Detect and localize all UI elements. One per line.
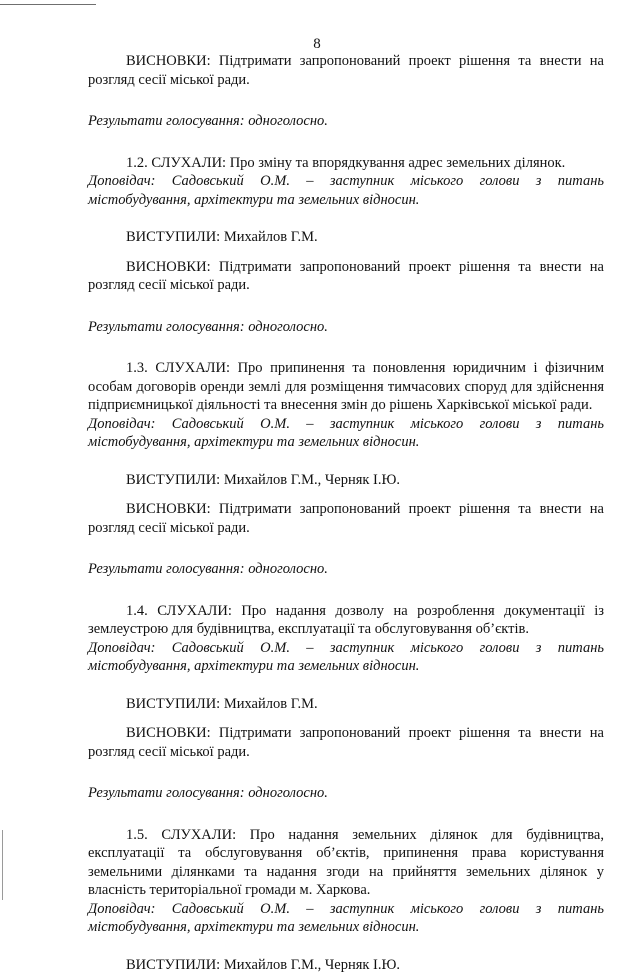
heard-item: 1.2. СЛУХАЛИ: Про зміну та впорядкування адрес земельних ділянок. <box>88 154 604 173</box>
heard-item: 1.3. СЛУХАЛИ: Про припинення та поновлення юридичним і фізичним особам договорів оренди землі для розміщення тимчасових споруд для здійснення підприємницької діяльності та внесення змін до рішень Харківської міської ради. <box>88 359 604 415</box>
heard-item: 1.5. СЛУХАЛИ: Про надання земельних ділянок для будівництва, експлуатації та обслуговування об’єктів, припинення права користування земельними ділянками та надання згоди на прийняття земельних ділянок у власність територіальної громади м. Харкова. <box>88 826 604 900</box>
speaker-line: Доповідач: Садовський О.М. – заступник міського голови з питань містобудування, архітектури та земельних відносин. <box>88 900 604 937</box>
vote-result: Результати голосування: одноголосно. <box>88 112 604 131</box>
heard-item: 1.4. СЛУХАЛИ: Про надання дозволу на розроблення документації із землеустрою для будівництва, експлуатації та обслуговування об’єктів. <box>88 602 604 639</box>
conclusion-paragraph: ВИСНОВКИ: Підтримати запропонований проект рішення та внести на розгляд сесії міської ради. <box>88 500 604 537</box>
page-number: 8 <box>0 35 634 53</box>
spoke-line: ВИСТУПИЛИ: Михайлов Г.М. <box>88 228 604 247</box>
spoke-line: ВИСТУПИЛИ: Михайлов Г.М., Черняк І.Ю. <box>88 471 604 490</box>
conclusion-paragraph: ВИСНОВКИ: Підтримати запропонований проект рішення та внести на розгляд сесії міської ради. <box>88 258 604 295</box>
spoke-line: ВИСТУПИЛИ: Михайлов Г.М., Черняк І.Ю. <box>88 956 604 974</box>
conclusion-paragraph: ВИСНОВКИ: Підтримати запропонований проект рішення та внести на розгляд сесії міської ради. <box>88 52 604 89</box>
document-body <box>88 52 604 974</box>
scan-edge-top <box>0 4 96 5</box>
speaker-line: Доповідач: Садовський О.М. – заступник міського голови з питань містобудування, архітектури та земельних відносин. <box>88 639 604 676</box>
spoke-line: ВИСТУПИЛИ: Михайлов Г.М. <box>88 695 604 714</box>
vote-result: Результати голосування: одноголосно. <box>88 784 604 803</box>
vote-result: Результати голосування: одноголосно. <box>88 560 604 579</box>
speaker-line: Доповідач: Садовський О.М. – заступник міського голови з питань містобудування, архітектури та земельних відносин. <box>88 415 604 452</box>
scan-edge-left <box>2 830 3 900</box>
speaker-line: Доповідач: Садовський О.М. – заступник міського голови з питань містобудування, архітектури та земельних відносин. <box>88 172 604 209</box>
conclusion-paragraph: ВИСНОВКИ: Підтримати запропонований проект рішення та внести на розгляд сесії міської ради. <box>88 724 604 761</box>
vote-result: Результати голосування: одноголосно. <box>88 318 604 337</box>
